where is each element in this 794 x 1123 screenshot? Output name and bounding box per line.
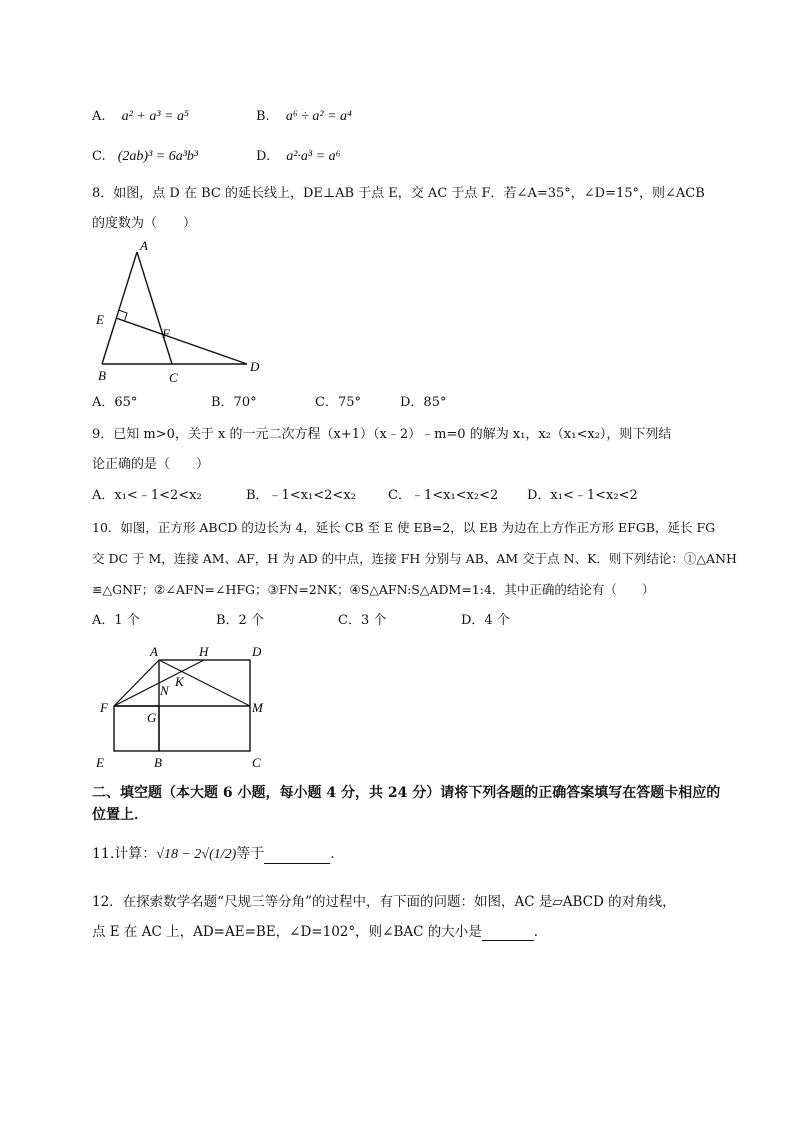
q11-expr: √18 − 2√(1/2) xyxy=(156,847,237,862)
q11-end: . xyxy=(330,846,335,862)
q10-text-line3: ≌△GNF；②∠AFN=∠HFG；③FN=2NK；④S△AFN:S△ADM=1:4．其中正确的结论有（ ） xyxy=(92,582,655,597)
q11-line xyxy=(92,845,335,864)
q7-option-b-label: B. xyxy=(256,109,270,124)
q8-option-b: B．70° xyxy=(211,395,257,410)
q10-text-line2: 交 DC 于 M，连接 AM、AF，H 为 AD 的中点，连接 FH 分别与 AB、AM 交于点 N、K．则下列结论：①△ANH xyxy=(92,551,737,566)
q10-label-k: K xyxy=(175,674,184,689)
q10-option-a: A．1 个 xyxy=(92,613,140,628)
q8-line-ab xyxy=(102,252,137,364)
q8-label-b: B xyxy=(98,368,106,383)
q8-option-d: D．85° xyxy=(400,395,447,410)
q10-option-b: B．2 个 xyxy=(216,613,264,628)
q8-option-c: C．75° xyxy=(315,395,361,410)
q11-suffix: 等于 xyxy=(236,846,265,862)
q11-prefix: 11.计算： xyxy=(92,846,157,862)
q12-text-line2: 点 E 在 AC 上，AD=AE=BE，∠D=102°，则∠BAC 的大小是 xyxy=(92,924,482,940)
q10-label-n: N xyxy=(160,683,169,698)
q10-label-m: M xyxy=(252,700,263,715)
q10-label-g: G xyxy=(147,710,157,725)
q10-label-c: C xyxy=(252,755,261,770)
q8-figure xyxy=(92,238,272,388)
section2-title-line2: 位置上． xyxy=(92,807,148,823)
q7-option-d-label: D. xyxy=(256,149,271,164)
q10-label-b: B xyxy=(154,755,162,770)
q7-option-a-expr: a² + a³ = a⁵ xyxy=(121,109,189,124)
q8-label-d: D xyxy=(250,359,260,374)
q7-option-a xyxy=(92,108,189,126)
q8-line-ed xyxy=(116,318,247,364)
q12-line2 xyxy=(92,923,538,941)
q11-answer-blank[interactable] xyxy=(264,847,330,864)
q10-label-h: H xyxy=(199,644,209,659)
q9-text-line1: 9．已知 m>0，关于 x 的一元二次方程（x+1）（x﹣2）﹣m=0 的解为 x₁，x₂（x₁<x₂），则下列结 xyxy=(92,427,672,442)
q7-option-c xyxy=(92,148,198,166)
q12-text-line1: 12．在探索数学名题“尺规三等分角”的过程中，有下面的问题：如图，AC 是▱ABCD 的对角线， xyxy=(92,894,676,910)
q9-option-d: D．x₁<﹣1<x₂<2 xyxy=(527,488,638,503)
q8-line-ac xyxy=(137,252,172,364)
q8-text-line2: 的度数为（ ） xyxy=(92,216,197,231)
q8-text-line1: 8．如图，点 D 在 BC 的延长线上，DE⊥AB 于点 E，交 AC 于点 F．若∠A=35°，∠D=15°，则∠ACB xyxy=(92,186,705,201)
q9-text-line2: 论正确的是（ ） xyxy=(92,457,210,472)
section2-title-line1: 二、填空题（本大题 6 小题，每小题 4 分，共 24 分）请将下列各题的正确答案填写在答题卡相应的 xyxy=(92,785,721,801)
q10-label-e: E xyxy=(96,755,104,770)
q7-option-b-expr: a⁶ ÷ a² = a⁴ xyxy=(285,109,352,124)
q8-label-c: C xyxy=(169,370,178,385)
q7-option-c-expr: (2ab)³ = 6a³b³ xyxy=(117,149,199,164)
q10-text-line1: 10．如图，正方形 ABCD 的边长为 4，延长 CB 至 E 使 EB=2，以 EB 为边在上方作正方形 EFGB，延长 FG xyxy=(92,520,716,535)
q9-option-b: B．﹣1<x₁<2<x₂ xyxy=(246,488,356,503)
q10-label-a: A xyxy=(150,644,158,659)
q7-option-d xyxy=(256,148,340,166)
q10-line-am xyxy=(159,660,250,706)
q10-option-d: D．4 个 xyxy=(461,613,510,628)
q8-label-a: A xyxy=(140,238,148,253)
q8-option-a: A．65° xyxy=(92,395,138,410)
q12-end: . xyxy=(533,924,539,940)
q10-label-f: F xyxy=(100,700,108,715)
q10-option-c: C．3 个 xyxy=(338,613,387,628)
q7-option-c-label: C. xyxy=(92,149,106,164)
q10-figure xyxy=(92,640,282,775)
q9-option-a: A．x₁<﹣1<2<x₂ xyxy=(92,488,202,503)
q7-option-b xyxy=(256,108,352,126)
q7-option-d-expr: a²·a³ = a⁶ xyxy=(286,149,341,164)
q10-label-d: D xyxy=(252,644,262,659)
q12-answer-blank[interactable] xyxy=(482,924,534,941)
q8-label-e: E xyxy=(96,312,104,327)
q9-option-c: C．﹣1<x₁<x₂<2 xyxy=(388,488,499,503)
q10-line-af xyxy=(114,660,159,706)
q8-label-f: F xyxy=(162,326,170,341)
q7-option-a-label: A. xyxy=(92,109,106,124)
